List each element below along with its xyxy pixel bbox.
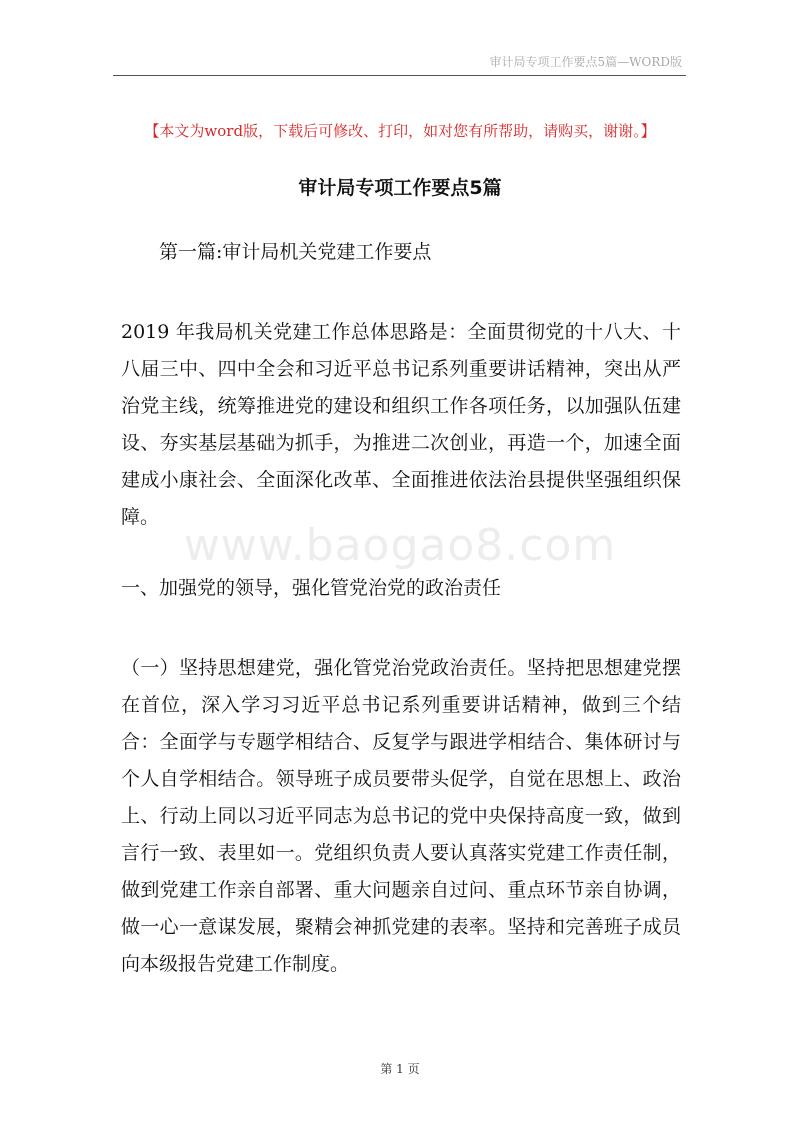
watermark-logo: www.baogao8.com xyxy=(183,520,617,571)
purchase-notice: 【本文为word版，下载后可修改、打印，如对您有所帮助，请购买，谢谢。】 xyxy=(144,122,656,140)
paragraph-thought-building: （一）坚持思想建党，强化管党治党政治责任。坚持把思想建党摆在首位，深入学习习近平总书记系列重要讲话精神，做到三个结合：全面学与专题学相结合、反复学与跟进学相结合、集体研讨与个人自学相结合。领导班子成员要带头促学，自觉在思想上、政治上、行动上同以习近平同志为总书记的党中央保持高度一致，做到言行一致、表里如一。党组织负责人要认真落实党建工作责任制，做到党建工作亲自部署、重大问题亲自过问、重点环节亲自协调，做一心一意谋发展，聚精会神抓党建的表率。坚持和完善班子成员向本级报告党建工作制度。 xyxy=(121,657,681,975)
header-divider xyxy=(113,75,686,76)
running-header: 审计局专项工作要点5篇—WORD版 xyxy=(489,55,682,69)
page-number: 第 1 页 xyxy=(380,1062,420,1076)
section-title: 第一篇:审计局机关党建工作要点 xyxy=(159,241,432,263)
document-title: 审计局专项工作要点5篇 xyxy=(298,177,502,199)
section-heading: 一、加强党的领导，强化管党治党的政治责任 xyxy=(121,577,502,599)
paragraph-overview: 2019 年我局机关党建工作总体思路是：全面贯彻党的十八大、十八届三中、四中全会和习近平总书记系列重要讲话精神，突出从严治党主线，统筹推进党的建设和组织工作各项任务，以加强队伍建设、夯实基层基础为抓手，为推进二次创业，再造一个，加速全面建成小康社会、全面深化改革、全面推进依法治县提供坚强组织保障。 xyxy=(121,321,681,528)
